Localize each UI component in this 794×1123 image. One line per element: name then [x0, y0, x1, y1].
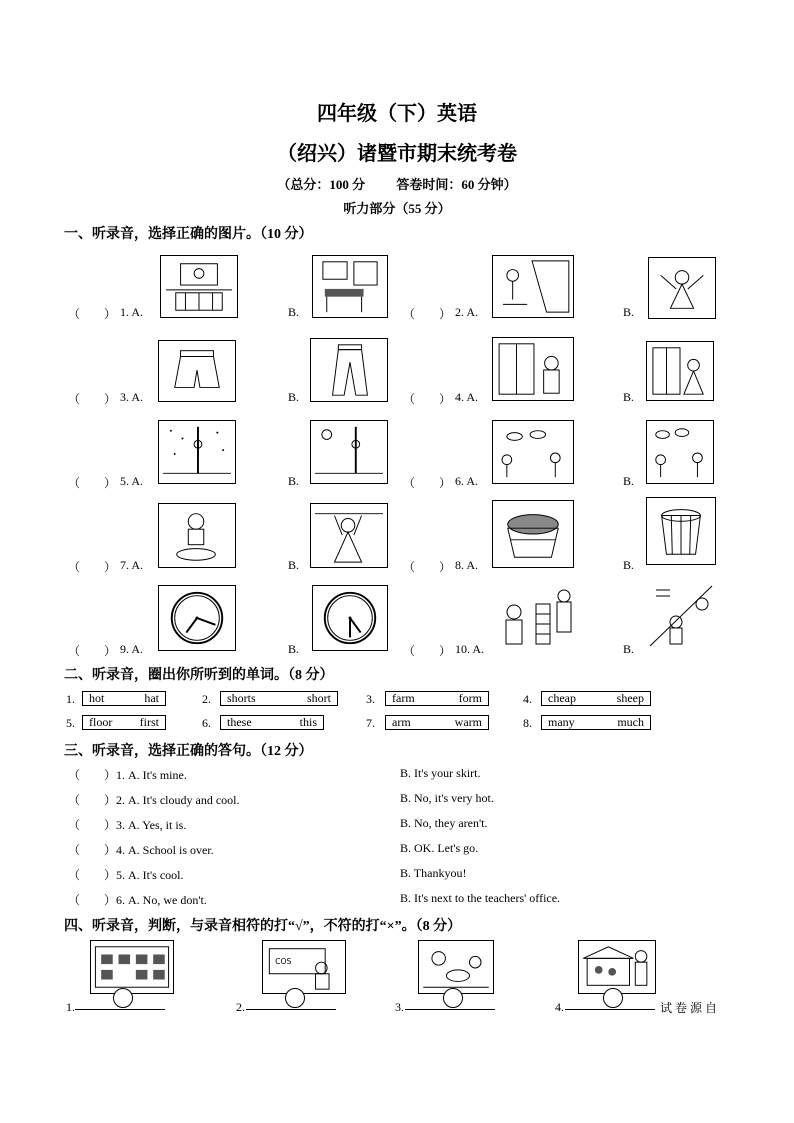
item-number: 8. [523, 716, 532, 730]
section2-heading: 二、听录音，圈出你所听到的单词。（8 分） [64, 668, 334, 683]
item-label: 5. A. [120, 474, 144, 488]
item-label: 4. A. [455, 390, 479, 404]
question-option-b[interactable]: B. It's your skirt. [400, 766, 481, 780]
word-option[interactable]: hot [89, 691, 105, 705]
school-building-icon [90, 940, 174, 994]
hanging-clothes-icon[interactable] [310, 503, 388, 568]
word-option[interactable]: short [307, 691, 331, 705]
item-number: 6. [202, 716, 211, 730]
sunny-tower-icon[interactable] [310, 420, 388, 484]
room-icon[interactable] [160, 255, 238, 318]
b-label: B. [288, 390, 300, 404]
word-box[interactable] [220, 691, 338, 706]
word-option[interactable]: first [139, 715, 159, 729]
answer-paren[interactable]: （ ） [68, 560, 117, 574]
b-label: B. [288, 558, 300, 572]
word-option[interactable]: form [458, 691, 482, 705]
exam-time: 答卷时间：60 分钟） [396, 177, 517, 192]
listening-heading: 听力部分（55 分） [343, 201, 451, 216]
teacher-board-icon [262, 940, 346, 994]
answer-circle[interactable] [603, 988, 623, 1008]
shorts-icon[interactable] [158, 340, 236, 402]
b-label: B. [623, 474, 635, 488]
b-label: B. [623, 642, 635, 656]
item-label: 6. A. [455, 474, 479, 488]
answer-circle[interactable] [113, 988, 133, 1008]
answer-paren[interactable]: （ ） [68, 476, 117, 490]
b-label: B. [623, 558, 635, 572]
question-option-b[interactable]: B. Thankyou! [400, 866, 467, 880]
question-option-b[interactable]: B. OK. Let's go. [400, 841, 479, 855]
item-label: 7. A. [120, 558, 144, 572]
word-option[interactable]: sheep [616, 691, 644, 705]
item-label: 2. A. [455, 305, 479, 319]
window-girl-icon[interactable] [646, 341, 714, 401]
word-option[interactable]: floor [89, 715, 113, 729]
item-number: 1. [66, 1000, 75, 1014]
item-label: 8. A. [455, 558, 479, 572]
section4-heading: 四、听录音，判断，与录音相符的打“√”，不符的打“×”。（8 分） [64, 919, 462, 934]
market-stall-icon [578, 940, 656, 994]
word-option[interactable]: warm [454, 715, 482, 729]
question-option-a[interactable]: （ ）3. A. Yes, it is. [68, 818, 187, 832]
item-number: 7. [366, 716, 375, 730]
bread-basket-icon[interactable] [492, 500, 574, 568]
question-option-b[interactable]: B. It's next to the teachers' office. [400, 891, 561, 905]
question-option-b[interactable]: B. No, it's very hot. [400, 791, 494, 805]
total-score: （总分：100 分 [277, 177, 366, 192]
word-option[interactable]: shorts [227, 691, 256, 705]
question-option-a[interactable]: （ ）5. A. It's cool. [68, 868, 184, 882]
word-option[interactable]: much [617, 715, 644, 729]
item-number: 3. [366, 692, 375, 706]
clock-icon[interactable] [312, 585, 388, 651]
b-label: B. [288, 642, 300, 656]
item-label: 1. A. [120, 305, 144, 319]
answer-paren[interactable]: （ ） [403, 392, 452, 406]
word-option[interactable]: this [299, 715, 317, 729]
dancing-girl-icon[interactable] [648, 257, 716, 319]
word-box[interactable] [385, 691, 489, 706]
answer-line [405, 1009, 495, 1010]
section3-heading: 三、听录音，选择正确的答句。（12 分） [64, 744, 313, 759]
farm-cows-icon[interactable] [492, 420, 574, 484]
answer-paren[interactable]: （ ） [403, 560, 452, 574]
answer-paren[interactable]: （ ） [68, 392, 117, 406]
clock-icon[interactable] [158, 585, 236, 651]
window-boy-icon[interactable] [492, 337, 574, 401]
kids-playing-icon [418, 940, 494, 994]
item-number: 1. [66, 692, 75, 706]
word-box[interactable] [541, 715, 651, 730]
shop-icon[interactable] [498, 580, 578, 652]
answer-line [565, 1009, 655, 1010]
answer-circle[interactable] [285, 988, 305, 1008]
b-label: B. [623, 305, 635, 319]
answer-line [75, 1009, 165, 1010]
straw-basket-icon[interactable] [646, 497, 716, 565]
item-number: 4. [555, 1000, 564, 1014]
b-label: B. [288, 305, 300, 319]
answer-paren[interactable]: （ ） [403, 476, 452, 490]
word-box[interactable] [541, 691, 651, 706]
answer-paren[interactable]: （ ） [68, 644, 117, 658]
word-box[interactable] [82, 691, 166, 706]
page-title: 四年级（下）英语 [317, 103, 477, 125]
question-option-b[interactable]: B. No, they aren't. [400, 816, 488, 830]
garden-icon[interactable] [492, 255, 574, 318]
pants-icon[interactable] [310, 338, 388, 402]
question-option-a[interactable]: （ ）4. A. School is over. [68, 843, 214, 857]
answer-line [246, 1009, 336, 1010]
washing-girl-icon[interactable] [158, 503, 236, 568]
exam-info [0, 174, 794, 193]
item-label: 10. A. [455, 642, 485, 656]
girl-pointing-icon[interactable] [646, 580, 716, 652]
word-option[interactable]: these [227, 715, 252, 729]
b-label: B. [288, 474, 300, 488]
word-box[interactable] [220, 715, 324, 730]
item-number: 5. [66, 716, 75, 730]
word-box[interactable] [385, 715, 489, 730]
answer-paren[interactable]: （ ） [403, 307, 452, 321]
word-box[interactable] [82, 715, 166, 730]
snowy-tower-icon[interactable] [158, 420, 236, 484]
item-label: 9. A. [120, 642, 144, 656]
answer-paren[interactable]: （ ） [403, 644, 452, 658]
word-option[interactable]: farm [392, 691, 415, 705]
word-option[interactable]: arm [392, 715, 411, 729]
answer-circle[interactable] [443, 988, 463, 1008]
item-number: 3. [395, 1000, 404, 1014]
item-number: 2. [202, 692, 211, 706]
question-option-a[interactable]: （ ）6. A. No, we don't. [68, 893, 207, 907]
question-option-a[interactable]: （ ）2. A. It's cloudy and cool. [68, 793, 240, 807]
svg-text:COS: COS [275, 957, 292, 967]
answer-paren[interactable]: （ ） [68, 307, 117, 321]
item-number: 4. [523, 692, 532, 706]
source-footer: 试 卷 源 自 [660, 1001, 718, 1015]
item-label: 3. A. [120, 390, 144, 404]
item-number: 2. [236, 1000, 245, 1014]
question-option-a[interactable]: （ ）1. A. It's mine. [68, 768, 187, 782]
exam-subtitle: （绍兴）诸暨市期末统考卷 [277, 143, 517, 165]
section1-heading: 一、听录音，选择正确的图片。（10 分） [64, 227, 313, 242]
word-option[interactable]: hat [144, 691, 159, 705]
desk-room-icon[interactable] [312, 255, 388, 318]
farm-sheep-icon[interactable] [646, 420, 714, 484]
word-option[interactable]: cheap [548, 691, 576, 705]
b-label: B. [623, 390, 635, 404]
word-option[interactable]: many [548, 715, 575, 729]
